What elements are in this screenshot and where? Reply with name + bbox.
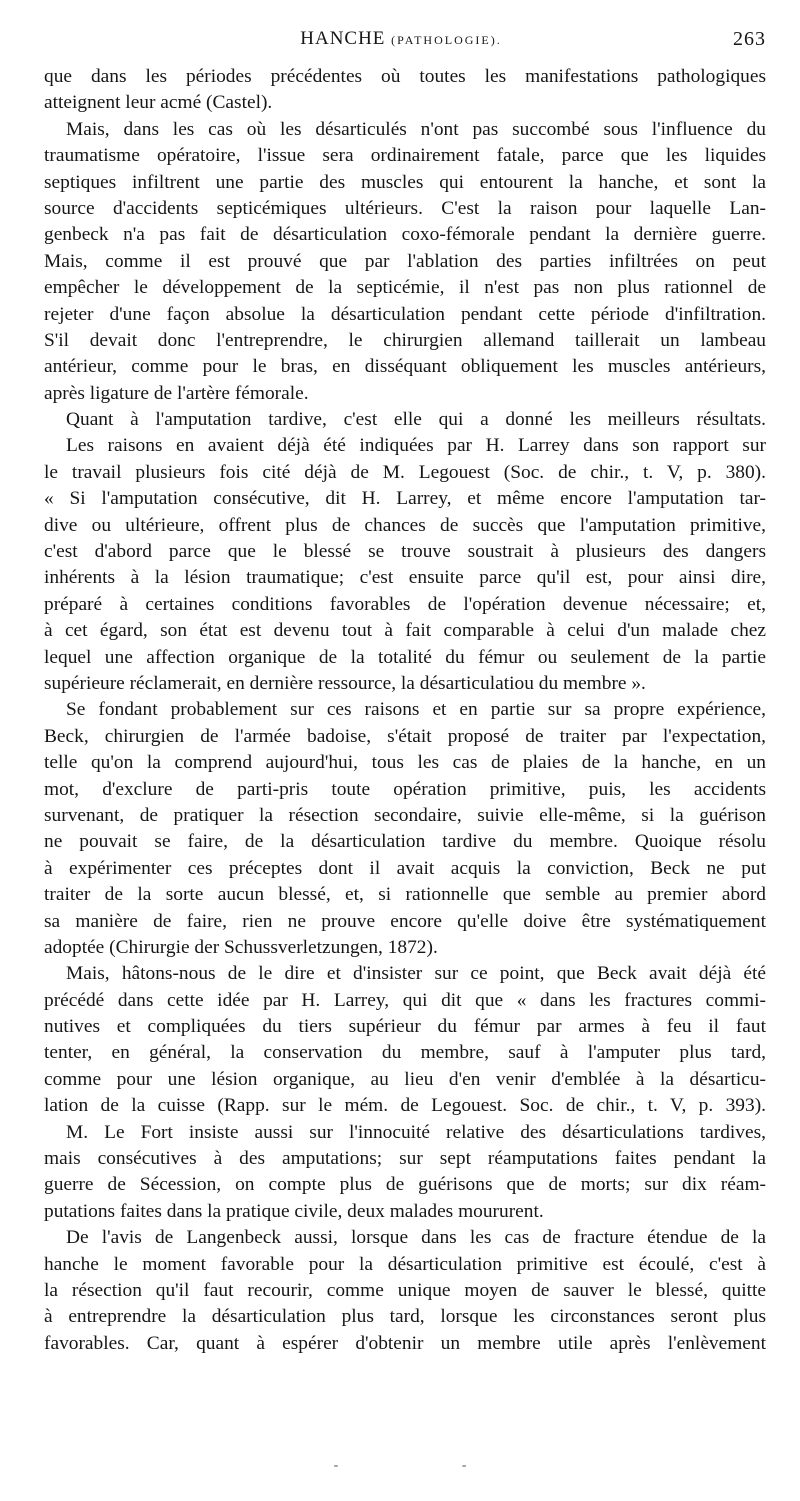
- text-line: inhérents à la lésion traumatique; c'est ensuite parce qu'il est, pour ainsi dire,: [44, 567, 766, 589]
- text-line: préparé à certaines conditions favorables de l'opération devenue nécessaire; et,: [44, 593, 766, 615]
- text-line: nutives et compliquées du tiers supérieur du fémur par armes à feu il faut: [44, 1016, 766, 1038]
- text-line: sa manière de faire, rien ne prouve encore qu'elle doive être systématiquement: [44, 910, 766, 932]
- text-line: à entreprendre la désarticulation plus tard, lorsque les circonstances seront plus: [44, 1306, 766, 1328]
- running-title: [36, 28, 766, 50]
- text-line: empêcher le développement de la septicémie, il n'est pas non plus rationnel de: [44, 277, 766, 299]
- footer-dash-right: -: [461, 1458, 467, 1473]
- running-title-main: HANCHE: [300, 28, 386, 49]
- text-line: M. Le Fort insiste aussi sur l'innocuité relative des désarticulations tardives,: [66, 1121, 766, 1143]
- text-line: ne pouvait se faire, de la désarticulation tardive du membre. Quoique résolu: [44, 831, 766, 853]
- text-line: la résection qu'il faut recourir, comme unique moyen de sauver le blessé, quitte: [44, 1279, 766, 1301]
- text-line: dive ou ultérieure, offrent plus de chances de succès que l'amputation primitive,: [44, 514, 766, 536]
- text-line: Se fondant probablement sur ces raisons et en partie sur sa propre expérience,: [66, 699, 766, 721]
- text-line: c'est d'abord parce que le blessé se trouve soustrait à plusieurs des dangers: [44, 541, 766, 563]
- text-line: adoptée (Chirurgie der Schussverletzungen, 1872).: [44, 936, 438, 958]
- text-line: genbeck n'a pas fait de désarticulation coxo-fémorale pendant la dernière guerre.: [44, 224, 766, 246]
- text-line: guerre de Sécession, on compte plus de guérisons que de morts; sur dix réam-: [44, 1174, 766, 1196]
- text-line: mot, d'exclure de parti-pris toute opération primitive, puis, les accidents: [44, 778, 766, 800]
- text-line: que dans les périodes précédentes où toutes les manifestations pathologiques: [44, 66, 766, 87]
- footer-marks: [0, 1458, 800, 1474]
- text-line: supérieure réclamerait, en dernière ressource, la désarticulatiou du membre ».: [44, 672, 646, 694]
- text-line: Beck, chirurgien de l'armée badoise, s'était proposé de traiter par l'expectation,: [44, 725, 766, 747]
- text-line: hanche le moment favorable pour la désarticulation primitive est écoulé, c'est à: [44, 1253, 766, 1275]
- running-header: [36, 28, 766, 58]
- text-line: survenant, de pratiquer la résection secondaire, suivie elle-même, si la guérison: [44, 804, 766, 826]
- text-line: comme pour une lésion organique, au lieu d'en venir d'emblée à la désarticu-: [44, 1068, 766, 1090]
- text-line: Mais, comme il est prouvé que par l'ablation des parties infiltrées on peut: [44, 250, 766, 272]
- text-line: De l'avis de Langenbeck aussi, lorsque dans les cas de fracture étendue de la: [66, 1227, 766, 1249]
- footer-dash-left: -: [333, 1458, 339, 1473]
- page-number: 263: [733, 28, 766, 50]
- text-line: traiter de la sorte aucun blessé, et, si rationnelle que semble au premier abord: [44, 884, 766, 906]
- text-line: précédé dans cette idée par H. Larrey, qui dit que « dans les fractures commi-: [44, 989, 766, 1011]
- text-line: le travail plusieurs fois cité déjà de M. Legouest (Soc. de chir., t. V, p. 380).: [44, 461, 766, 483]
- text-line: S'il devait donc l'entreprendre, le chirurgien allemand taillerait un lambeau: [44, 329, 766, 351]
- text-line: après ligature de l'artère fémorale.: [44, 382, 309, 404]
- text-line: Mais, dans les cas où les désarticulés n'ont pas succombé sous l'influence du: [66, 118, 766, 140]
- text-line: source d'accidents septicémiques ultérieurs. C'est la raison pour laquelle Lan-: [44, 197, 766, 219]
- text-line: mais consécutives à des amputations; sur sept réamputations faites pendant la: [44, 1148, 766, 1170]
- running-title-sub: (PATHOLOGIE).: [391, 33, 502, 47]
- text-line: Les raisons en avaient déjà été indiquées par H. Larrey dans son rapport sur: [66, 435, 766, 457]
- text-line: septiques infiltrent une partie des muscles qui entourent la hanche, et sont la: [44, 171, 766, 193]
- text-line: atteignent leur acmé (Castel).: [44, 92, 273, 114]
- text-line: putations faites dans la pratique civile, deux malades moururent.: [44, 1200, 544, 1222]
- text-line: rejeter d'une façon absolue la désarticulation pendant cette période d'infiltration.: [44, 303, 766, 325]
- text-line: traumatisme opératoire, l'issue sera ordinairement fatale, parce que les liquides: [44, 145, 766, 167]
- text-line: « Si l'amputation consécutive, dit H. Larrey, et même encore l'amputation tar-: [44, 488, 766, 510]
- text-line: antérieur, comme pour le bras, en disséquant obliquement les muscles antérieurs,: [44, 356, 766, 378]
- text-line: à cet égard, son état est devenu tout à fait comparable à celui d'un malade chez: [44, 620, 766, 642]
- text-line: Mais, hâtons-nous de le dire et d'insister sur ce point, que Beck avait déjà été: [66, 963, 766, 985]
- text-line: lequel une affection organique de la totalité du fémur ou seulement de la partie: [44, 646, 766, 668]
- text-line: à expérimenter ces préceptes dont il avait acquis la conviction, Beck ne put: [44, 857, 766, 879]
- text-line: Quant à l'amputation tardive, c'est elle qui a donné les meilleurs résultats.: [66, 409, 766, 431]
- text-line: lation de la cuisse (Rapp. sur le mém. de Legouest. Soc. de chir., t. V, p. 393).: [44, 1095, 766, 1117]
- text-line: telle qu'on la comprend aujourd'hui, tous les cas de plaies de la hanche, en un: [44, 752, 766, 774]
- text-body: [44, 64, 766, 1357]
- text-line: favorables. Car, quant à espérer d'obtenir un membre utile après l'enlèvement: [44, 1332, 766, 1354]
- text-line: tenter, en général, la conservation du membre, sauf à l'amputer plus tard,: [44, 1042, 766, 1064]
